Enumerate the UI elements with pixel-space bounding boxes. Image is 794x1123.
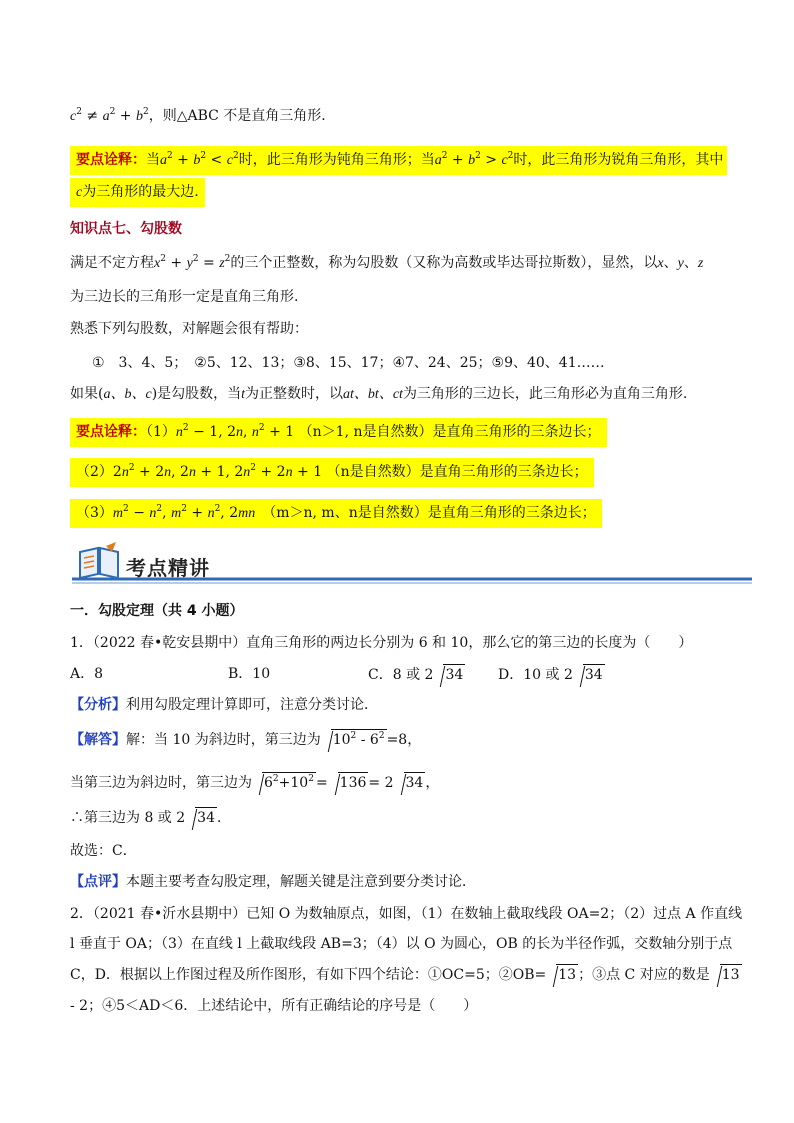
q1-answer-line1: 【解答】解：当 10 为斜边时，第三边为 $10^2 - 6^2 =8$， [70,731,422,748]
kp7-para3: 熟悉下列勾股数，对解题会很有帮助： [70,321,308,337]
q1-option-c: C．8 或 2 34 [368,664,465,685]
kp7-para1: 满足不定方程$x^2 + y^2 = z^2$的三个正整数，称为勾股数（又称为高数或毕达哥拉斯数），显然，以x、y、z [70,254,704,271]
q1-analysis: 【分析】利用勾股定理计算即可，注意分类讨论． [70,697,378,713]
note1-line2: c为三角形的最大边. [70,178,205,207]
q1-answer-line2: 当第三边为斜边时，第三边为 $6^2+10^2 = 136 = 2$ 34 ， [70,774,440,791]
note1-line1: 要点诠释：当$a^2 + b^2 < c^2$时，此三角形为钝角三角形；当$a^2 + b^2 > c^2$时，此三角形为锐角三角形，其中 [70,146,727,175]
q2-line3: C，D．根据以上作图过程及所作图形，有如下四个结论：①OC=5；②OB= 13 ；③点 C 对应的数是 13 [70,964,742,985]
q1-answer-line3: ∴第三边为 8 或 2 34 ． [70,807,231,828]
kp7-para2: 为三边长的三角形一定是直角三角形. [70,289,299,305]
q1-option-b: B．10 [228,666,271,682]
q1-option-a: A．8 [70,666,104,682]
q2-line2: l 垂直于 OA；（3）在直线 l 上截取线段 AB=3；（4）以 O 为圆心，OB 的长为半径作弧，交数轴分别于点 [70,936,733,952]
kp7-para5: 如果(a、b、c)是勾股数，当t为正整数时，以at、bt、ct为三角形的三边长，此三角形必为直角三角形. [70,386,688,402]
q1-choice: 故选：C． [70,843,137,859]
banner-title: 考点精讲 [126,556,210,580]
kp7-title: 知识点七、勾股数 [70,221,182,237]
note2-line2: $(2)2n^2 + 2n$, 2n + 1, $2n^2 + 2n + 1$ （n是自然数）是直角三角形的三条边长； [70,458,594,487]
note2-line1: 要点诠释：$(1)n^2 - 1$, 2n, $n^2 + 1$ （n＞1, n是自然数）是直角三角形的三条边长； [70,418,607,447]
note2-line3: $(3)m^2 - n^2$, $m^2 + n^2$, 2mn （m＞n, m、n是自然数）是直角三角形的三条边长； [70,499,602,528]
kp7-list: ① 3、4、5； ②5、12、13；③8、15、17；④7、24、25；⑤9、40、41…… [92,355,605,371]
q2-line1: 2．（2021 春•沂水县期中）已知 O 为数轴原点，如图，（1）在数轴上截取线段 OA=2；（2）过点 A 作直线 [70,906,743,922]
q1-option-d: D．10 或 2 34 [498,664,605,685]
q2-line4: - 2；④5＜AD＜6．上述结论中，所有正确结论的序号是（ ） [70,998,478,1014]
q1-stem: 1．（2022 春•乾安县期中）直角三角形的两边长分别为 6 和 10，那么它的第三边的长度为（ ） [70,635,693,651]
intro-line: $c^2 \ne a^2 + b^2$，则△ABC 不是直角三角形. [70,107,326,124]
q1-comment: 【点评】本题主要考查勾股定理，解题关键是注意到要分类讨论． [70,874,476,890]
section1-title: 一．勾股定理（共 4 小题） [70,603,244,619]
book-icon [76,542,122,580]
